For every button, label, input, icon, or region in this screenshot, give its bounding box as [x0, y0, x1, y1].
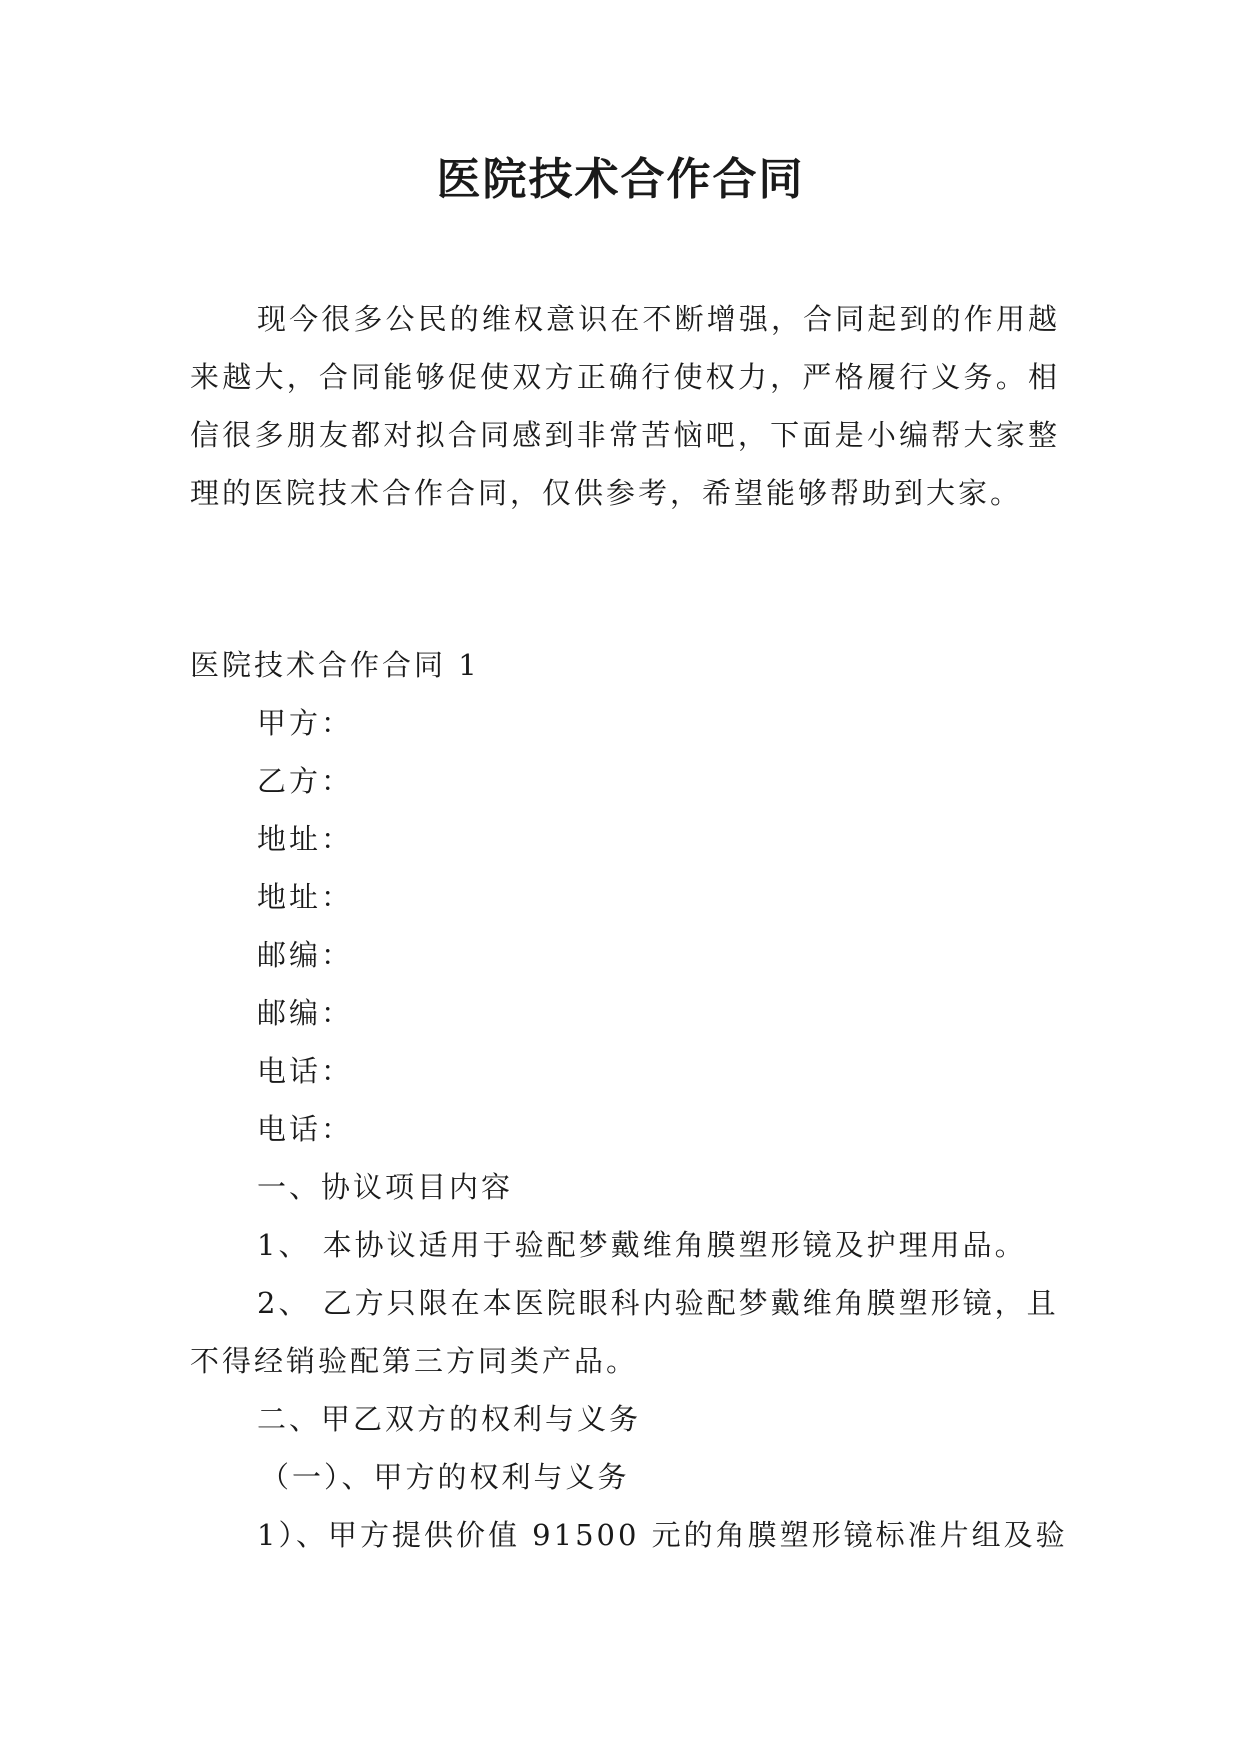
field-phone-a: 电话：: [257, 1054, 354, 1088]
clause-2-heading: 二、甲乙双方的权利与义务: [257, 1402, 642, 1436]
clause-1-item-2: 2、 乙方只限在本医院眼科内验配梦戴维角膜塑形镜，且不得经销验配第三方同类产品。: [190, 1286, 1059, 1378]
clause-2-sub-1: （一）、甲方的权利与义务: [260, 1460, 630, 1494]
field-party-b: 乙方：: [257, 764, 354, 798]
field-address-b: 地址：: [257, 880, 354, 914]
clause-1-heading: 一、协议项目内容: [257, 1170, 514, 1204]
field-postcode-a: 邮编：: [257, 938, 354, 972]
field-address-a: 地址：: [257, 822, 354, 856]
field-party-a: 甲方：: [257, 706, 354, 740]
clause-1-item-1: 1、 本协议适用于验配梦戴维角膜塑形镜及护理用品。: [257, 1228, 1027, 1262]
contract-body: [190, 694, 1080, 1564]
contract-heading: 医院技术合作合同 1: [190, 648, 480, 682]
field-phone-b: 电话：: [257, 1112, 354, 1146]
clause-2-sub-1-item-1: 1）、甲方提供价值 91500 元的角膜塑形镜标准片组及验: [257, 1518, 1068, 1552]
document-title: 医院技术合作合同: [436, 154, 805, 205]
field-postcode-b: 邮编：: [257, 996, 354, 1030]
intro-paragraph: 现今很多公民的维权意识在不断增强，合同起到的作用越来越大，合同能够促使双方正确行使权力，严格履行义务。相信很多朋友都对拟合同感到非常苦恼吧，下面是小编帮大家整理的医院技术合作合同，仅供参考，希望能够帮助到大家。: [190, 302, 1060, 510]
